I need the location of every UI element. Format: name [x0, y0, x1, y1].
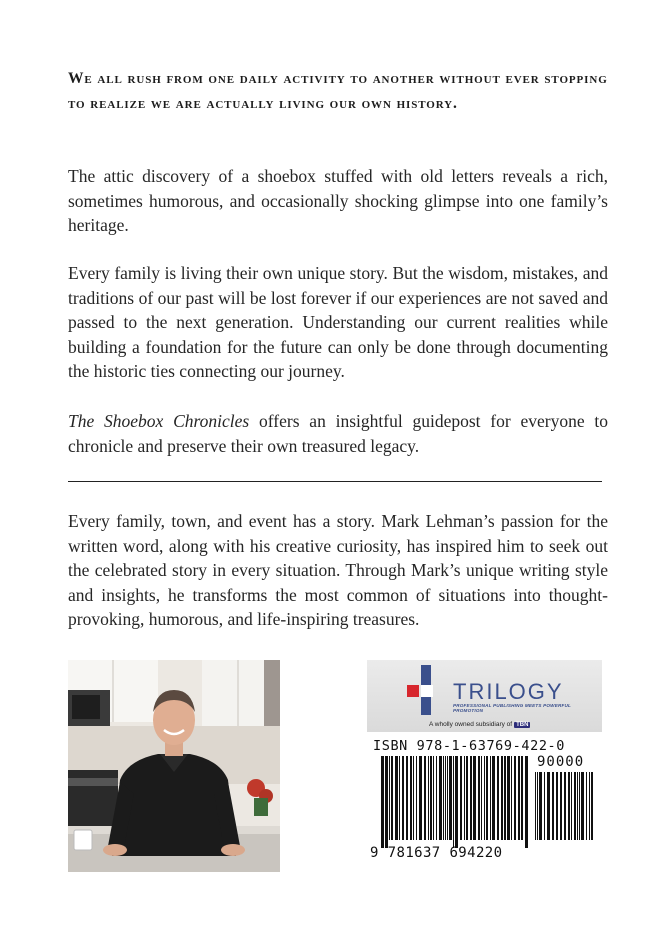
- barcode-bar: [521, 756, 523, 840]
- barcode-bar: [586, 772, 587, 840]
- barcode-bar: [544, 772, 545, 840]
- publisher-tagline: PROFESSIONAL PUBLISHING MEETS POWERFUL PROMOTION: [453, 703, 571, 713]
- barcode-bar: [464, 756, 465, 840]
- barcode-bar: [518, 756, 520, 840]
- barcode-bar: [445, 756, 446, 840]
- barcode-bar: [399, 756, 400, 840]
- barcode-bar: [389, 756, 390, 840]
- barcode-bar: [473, 756, 476, 840]
- subsidiary-note: [429, 721, 530, 728]
- publisher-barcode-block: [367, 660, 602, 872]
- barcode-bar: [539, 772, 542, 840]
- barcode-bar: [436, 756, 437, 840]
- addon-barcode-icon: [535, 772, 597, 848]
- barcode-bar: [507, 756, 510, 840]
- barcode-bar: [589, 772, 590, 840]
- barcode-bar: [430, 756, 432, 840]
- barcode-bar: [478, 756, 480, 840]
- barcode-bar: [501, 756, 503, 840]
- divider: [68, 481, 602, 482]
- barcode-bar: [449, 756, 452, 840]
- barcode-bar: [591, 772, 593, 840]
- publisher-logo: [367, 660, 602, 732]
- barcode-bar: [486, 756, 488, 840]
- barcode-bar: [481, 756, 482, 840]
- barcode-bar: [564, 772, 566, 840]
- barcode-bar: [470, 756, 472, 840]
- author-bio: Every family, town, and event has a story. Mark Lehman’s passion for the written word, along with his creative curiosity, has inspired him to seek out the celebrated story in every situation. Through Mark’s unique writing style and insights, he transforms the most common of situations into thought-provoking, humorous, and life-inspiring treasures.: [68, 511, 608, 630]
- tbn-badge: TBN: [516, 722, 529, 728]
- book-title: The Shoebox Chronicles: [68, 411, 250, 431]
- barcode-bar: [410, 756, 412, 840]
- paragraph-guidepost: [68, 409, 608, 458]
- barcode-bar: [556, 772, 558, 840]
- barcode-bar: [381, 756, 384, 848]
- barcode-bar: [455, 756, 458, 848]
- barcode-bar: [391, 756, 393, 840]
- subsidiary-text: A wholly owned subsidiary of: [429, 721, 513, 728]
- barcode-bar: [443, 756, 444, 840]
- barcode-bar: [416, 756, 417, 840]
- barcode-bar: [484, 756, 485, 840]
- tagline: We all rush from one daily activity to another without ever stopping to realize we are actually living our own history.: [68, 70, 608, 112]
- barcode-bar: [497, 756, 499, 840]
- barcode-bar: [447, 756, 448, 840]
- barcode-bar: [574, 772, 576, 840]
- barcode-bar: [433, 756, 434, 840]
- barcode-bar: [424, 756, 426, 840]
- barcode-bar: [466, 756, 468, 840]
- barcode-bar: [453, 756, 454, 848]
- ean-digits: 9 781637 694220: [370, 845, 503, 861]
- paragraph-family-story: Every family is living their own unique story. But the wisdom, mistakes, and traditions of our past will be lost forever if our experiences are not saved and passed to the next generation. Understanding our current realities while building a foundation for the future can only be done through documenting the historic ties connecting our journey.: [68, 263, 608, 382]
- barcode-bar: [428, 756, 429, 840]
- barcode-bar: [439, 756, 442, 840]
- barcode-bar: [579, 772, 580, 840]
- barcode-bar: [577, 772, 578, 840]
- barcode-bar: [581, 772, 584, 840]
- barcode-bar: [385, 756, 388, 848]
- barcode-bar: [490, 756, 491, 840]
- barcode-bar: [406, 756, 408, 840]
- trilogy-logo-mark-icon: [407, 665, 443, 715]
- barcode-bar: [547, 772, 550, 840]
- barcode-bar: [492, 756, 495, 840]
- barcode-bar: [537, 772, 538, 840]
- publisher-name: TRILOGY: [453, 679, 564, 704]
- barcode-bar: [419, 756, 422, 840]
- barcode-bar: [504, 756, 506, 840]
- barcode-bar: [560, 772, 562, 840]
- barcode-bar: [535, 772, 536, 840]
- barcode-bar: [413, 756, 414, 840]
- barcode-bar: [514, 756, 516, 840]
- barcode-bar: [568, 772, 570, 840]
- paragraph-discovery: The attic discovery of a shoebox stuffed with old letters reveals a rich, sometimes humorous, and occasionally shocking glimpse into one family’s heritage.: [68, 166, 608, 236]
- paragraph-guidepost-text: offers an insightful guidepost for everyone to chronicle and preserve their own treasured legacy.: [68, 411, 609, 456]
- barcode-bar: [511, 756, 512, 840]
- ean-barcode-icon: [381, 756, 529, 848]
- barcode-bar: [402, 756, 404, 840]
- isbn-text: ISBN 978-1-63769-422-0: [373, 738, 566, 754]
- barcode-bar: [460, 756, 462, 840]
- barcode-addon-digits: 90000: [537, 754, 585, 770]
- barcode-bar: [395, 756, 398, 840]
- barcode-bar: [552, 772, 554, 840]
- barcode-bar: [525, 756, 528, 848]
- barcode-bar: [571, 772, 572, 840]
- author-photo: [68, 660, 280, 872]
